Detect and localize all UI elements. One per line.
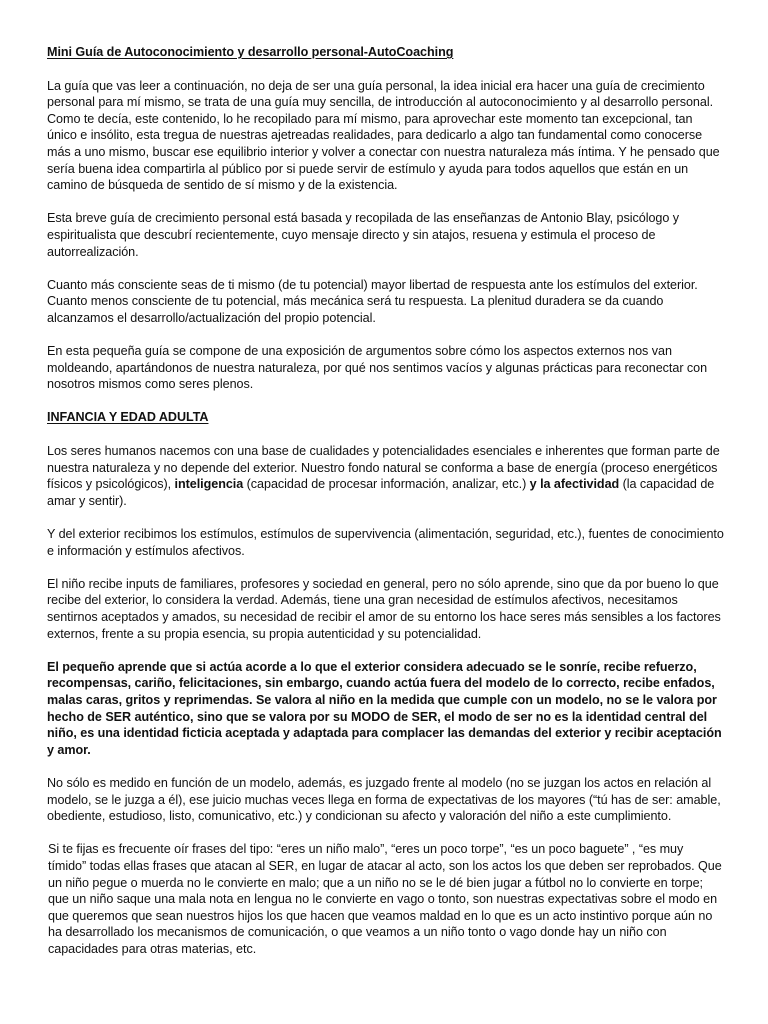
- qualities-paragraph: [47, 443, 724, 509]
- phrases-paragraph: Si te fijas es frecuente oír frases del tipo: “eres un niño malo”, “eres un poco torpe”, “es un poco baguete” , “es muy tímido” todas ellas frases que atacan al SER, en lugar de atacar al acto, son los actos los que deben ser reprobados. Que un niño pegue o muerda no le convierte en malo; que a un niño no se le dé bien jugar a fútbol no lo convierte en torpe; que un niño saque una mala nota en lengua no le convierte en vago o tonto, son nuestras expectativas sobre el modo en que queremos que sean nuestros hijos los que hacen que veamos maldad en lo que es un acto instintivo porque aún no ha desarrollado los mecanismos de comunicación, o que veamos a un niño tonto o vago donde hay un niño con capacidades para otras materias, etc.: [48, 842, 722, 956]
- child-learns-paragraph: El pequeño aprende que si actúa acorde a lo que el exterior considera adecuado se le sonríe, recibe refuerzo, recompensas, cariño, felicitaciones, sin embargo, cuando actúa fuera del modelo de lo correcto, recibe enfados, malas caras, gritos y reprimendas. Se valora al niño en la medida que cumple con un modelo, no se le valora por hecho de SER auténtico, sino que se valora por su MODO de SER, el modo de ser no es la identidad central del niño, es una identidad ficticia aceptada y adaptada para complacer las demandas del exterior y recibir aceptación y amor.: [47, 659, 722, 757]
- judged-paragraph: No sólo es medido en función de un modelo, además, es juzgado frente al modelo (no se juzgan los actos en relación al modelo, se le juzga a él), ese juicio muchas veces llega en forma de expectativas de los mayores (“tú has de ser: amable, obediente, estudioso, listo, comunicativo, etc.) y condicionan su afecto y valoración del niño a este cumplimiento.: [47, 775, 721, 824]
- qualities-text-b: inteligencia: [174, 477, 244, 492]
- stimuli-paragraph: Y del exterior recibimos los estímulos, estímulos de supervivencia (alimentación, seguridad, etc.), fuentes de conocimiento e información y estímulos afectivos.: [47, 527, 724, 558]
- qualities-text-c: (capacidad de procesar información, analizar, etc.): [243, 477, 530, 492]
- page-title: Mini Guía de Autoconocimiento y desarrollo personal-AutoCoaching: [47, 45, 454, 59]
- qualities-text-a: Los seres humanos nacemos con una base de cualidades y potencialidades esenciales e inherentes que forman parte de nuestra naturaleza y no depende del exterior. Nuestro fondo natural se conforma a base de energía (proceso energéticos físicos y psicológicos),: [47, 444, 720, 492]
- qualities-text-d: y la afectividad: [529, 477, 620, 492]
- child-inputs-paragraph: El niño recibe inputs de familiares, profesores y sociedad en general, pero no sólo aprende, sino que da por bueno lo que recibe del exterior, lo considera la verdad. Además, tiene una gran necesidad de estímulos afectivos, necesitamos sentirnos aceptados y amados, su necesidad de recibir el amor de su entorno los hace seres más sensibles a los factores externos, frente a su propia esencia, su propia autenticidad y su potencialidad.: [47, 576, 721, 641]
- source-paragraph: Esta breve guía de crecimiento personal está basada y recopilada de las enseñanzas de Antonio Blay, psicólogo y espiritualista que descubrí recientemente, cuyo mensaje directo y sin atajos, resuena y estimula el proceso de autorrealización.: [47, 211, 680, 259]
- intro-paragraph: La guía que vas leer a continuación, no deja de ser una guía personal, la idea inicial era hacer una guía de crecimiento personal para mí mismo, se trata de una guía muy sencilla, de introducción al autoconocimiento y al desarrollo personal. Como te decía, este contenido, lo he recopilado para mí mismo, para aprovechar este momento tan excepcional, tan único e insólito, esta tregua de nuestras ajetreadas realidades, para dedicarlo a algo tan fundamental como conocerse más a uno mismo, buscar ese equilibrio interior y volver a conectar con nuestra naturaleza más íntima. Y he pensado que sería buena idea compartirla al público por si puede servir de estímulo y ayuda para todos aquellos que están en un camino de búsqueda de sentido de sí mismo y de la existencia.: [47, 78, 720, 193]
- section-heading: INFANCIA Y EDAD ADULTA: [47, 410, 209, 425]
- consciousness-paragraph: Cuanto más consciente seas de ti mismo (de tu potencial) mayor libertad de respuesta ante los estímulos del exterior. Cuanto menos consciente de tu potencial, más mecánica será tu respuesta. La plenitud duradera se da cuando alcanzamos el desarrollo/actualización del propio potencial.: [47, 277, 698, 325]
- qualities-text-e: (la capacidad de amar y sentir).: [47, 477, 715, 508]
- overview-paragraph: En esta pequeña guía se compone de una exposición de argumentos sobre cómo los aspectos externos nos van moldeando, apartándonos de nuestra naturaleza, por qué nos sentimos vacíos y algunas prácticas para reconectar con nosotros mismos como seres plenos.: [47, 344, 708, 392]
